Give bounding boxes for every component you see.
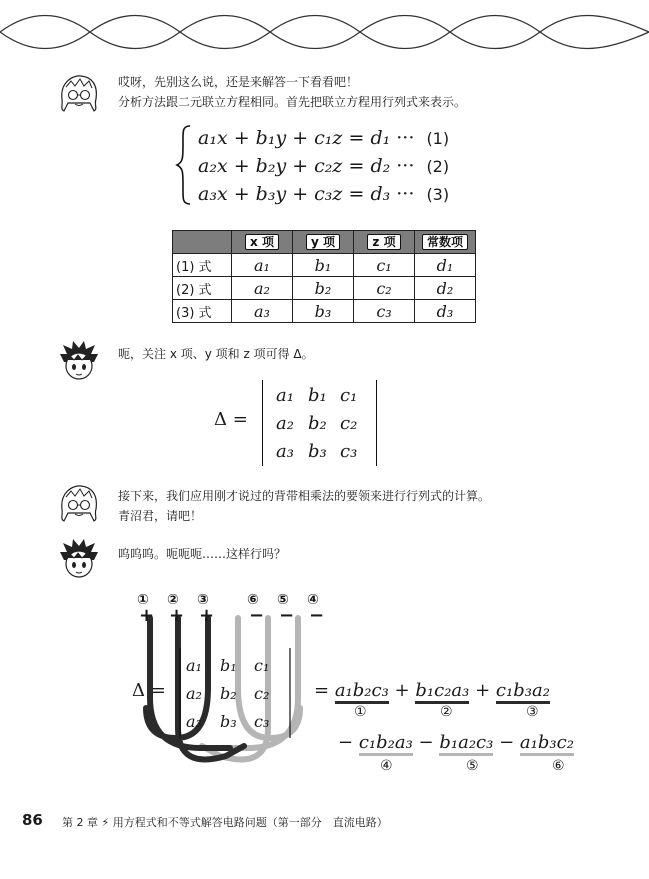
determinant-entry: c₁ (340, 385, 358, 406)
header-x-label: x 项 (245, 234, 279, 250)
plus-sign: + (139, 605, 155, 626)
page-number: 86 (22, 811, 43, 829)
table-header-cell (354, 231, 415, 254)
table-cell: d₃ (415, 300, 476, 323)
determinant-entry: a₂ (276, 413, 294, 434)
circled-number-5: ⑤ (466, 758, 479, 774)
coefficient-table (172, 230, 476, 323)
term-3: c₁b₃a₂ (496, 680, 550, 704)
dialog-text-1: 哎呀，先别这么说，还是来解答一下看看吧！ (118, 75, 359, 89)
equation-brace (174, 124, 194, 206)
table-cell: c₁ (354, 254, 415, 277)
minus-sign: − (338, 732, 354, 753)
table-row (173, 277, 476, 300)
expansion-negative-line (338, 732, 574, 753)
table-header-cell (415, 231, 476, 254)
circled-number-4: ④ (380, 758, 393, 774)
equation-label: (3) (426, 185, 450, 204)
circled-number-6: ⑥ (247, 592, 259, 608)
table-header-row (173, 231, 476, 254)
table-cell: b₁ (293, 254, 354, 277)
determinant-entry: a₁ (186, 656, 202, 675)
chapter-label: 第 2 章 (62, 816, 98, 829)
equation-lhs: a₃x + b₃y + c₃z = d₃ (198, 183, 391, 205)
decorative-wave-border (0, 0, 649, 50)
boy-avatar-icon (58, 538, 100, 580)
determinant-row (276, 410, 372, 438)
determinant-right-bar (376, 380, 377, 466)
circled-number-5: ⑤ (277, 592, 289, 608)
minus-sign: − (418, 732, 434, 753)
footer-chapter (62, 814, 388, 830)
circled-number-2: ② (167, 592, 179, 608)
dialog-text-4: 接下来，我们应用刚才说过的背带相乘法的要领来进行行列式的计算。 (118, 489, 491, 503)
boy-avatar-icon (58, 340, 100, 382)
determinant-entry: c₁ (254, 656, 270, 675)
determinant-matrix (276, 382, 372, 466)
minus-sign: − (279, 605, 295, 626)
circled-number-6: ⑥ (552, 758, 565, 774)
determinant-entry: b₃ (220, 712, 237, 731)
equation-row (198, 180, 449, 208)
dialog-text-3: 呃，关注 x 项、y 项和 z 项可得 Δ。 (118, 347, 314, 361)
equation-dots: ··· (396, 183, 415, 205)
row-label: (2) 式 (173, 277, 232, 300)
equation-row (198, 124, 449, 152)
plus-sign: + (475, 680, 491, 701)
row-label: (3) 式 (173, 300, 232, 323)
plus-sign: + (169, 605, 185, 626)
table-row (173, 300, 476, 323)
determinant-row (186, 652, 286, 680)
diagram-delta-symbol: Δ = (132, 680, 166, 701)
table-header-cell (232, 231, 293, 254)
determinant-entry: b₂ (220, 684, 237, 703)
header-constant-label: 常数项 (422, 234, 468, 250)
circled-number-4: ④ (307, 592, 319, 608)
determinant-row (276, 438, 372, 466)
circled-number-2: ② (440, 704, 453, 720)
table-cell: a₂ (232, 277, 293, 300)
table-header-cell (293, 231, 354, 254)
equation-lhs: a₁x + b₁y + c₁z = d₁ (198, 127, 391, 149)
table-cell: a₁ (232, 254, 293, 277)
equation-dots: ··· (396, 127, 415, 149)
determinant-entry: a₃ (276, 441, 294, 462)
table-cell: c₂ (354, 277, 415, 300)
determinant-entry: c₂ (254, 684, 270, 703)
term-5: b₁a₂c₃ (439, 732, 493, 756)
determinant-row (276, 382, 372, 410)
plus-sign: + (199, 605, 215, 626)
chapter-title: 用方程式和不等式解答电路问题（第一部分 直流电路） (112, 816, 388, 829)
minus-sign: − (499, 732, 515, 753)
determinant-left-bar (262, 380, 263, 466)
header-z-label: z 项 (367, 234, 400, 250)
determinant-entry: b₂ (308, 413, 327, 434)
term-6: a₁b₃c₂ (520, 732, 574, 756)
diagram-matrix (186, 652, 286, 736)
table-cell: d₂ (415, 277, 476, 300)
table-row (173, 254, 476, 277)
table-cell: a₃ (232, 300, 293, 323)
circled-number-1: ① (354, 704, 367, 720)
determinant-entry: c₂ (340, 413, 358, 434)
table-cell: b₃ (293, 300, 354, 323)
table-corner-cell (173, 231, 232, 254)
dialog-text-6: 呜呜呜。呃呃呃……这样行吗？ (118, 547, 287, 561)
determinant-symbol: Δ = (214, 409, 248, 430)
term-4: c₁b₂a₃ (359, 732, 413, 756)
equation-system (198, 124, 449, 208)
determinant-entry: a₂ (186, 684, 202, 703)
determinant-row (186, 680, 286, 708)
determinant-entry: b₁ (308, 385, 327, 406)
circled-number-1: ① (137, 592, 149, 608)
equation-lhs: a₂x + b₂y + c₂z = d₂ (198, 155, 391, 177)
term-1: a₁b₂c₃ (335, 680, 389, 704)
determinant-entry: a₁ (276, 385, 294, 406)
equals-sign: = (314, 680, 330, 701)
equation-label: (1) (426, 129, 450, 148)
row-label: (1) 式 (173, 254, 232, 277)
equation-row (198, 152, 449, 180)
plus-sign: + (394, 680, 410, 701)
determinant-entry: b₃ (308, 441, 327, 462)
equation-label: (2) (426, 157, 450, 176)
determinant-entry: c₃ (254, 712, 270, 731)
circled-number-3: ③ (526, 704, 539, 720)
dialog-text-5: 青沼君，请吧！ (118, 509, 203, 523)
term-2: b₁c₂a₃ (415, 680, 469, 704)
girl-avatar-icon (58, 73, 100, 115)
table-cell: c₃ (354, 300, 415, 323)
table-cell: b₂ (293, 277, 354, 300)
dialog-text-2: 分析方法跟二元联立方程相同。首先把联立方程用行列式来表示。 (118, 95, 467, 109)
expansion-positive-line (314, 680, 550, 701)
minus-sign: − (309, 605, 325, 626)
circled-number-3: ③ (197, 592, 209, 608)
determinant-entry: c₃ (340, 441, 358, 462)
header-y-label: y 项 (306, 234, 340, 250)
minus-sign: − (249, 605, 265, 626)
equation-dots: ··· (396, 155, 415, 177)
table-cell: d₁ (415, 254, 476, 277)
determinant-row (186, 708, 286, 736)
determinant-entry: a₃ (186, 712, 202, 731)
girl-avatar-icon (58, 483, 100, 525)
lightning-icon: ⚡ (101, 816, 110, 829)
determinant-entry: b₁ (220, 656, 237, 675)
